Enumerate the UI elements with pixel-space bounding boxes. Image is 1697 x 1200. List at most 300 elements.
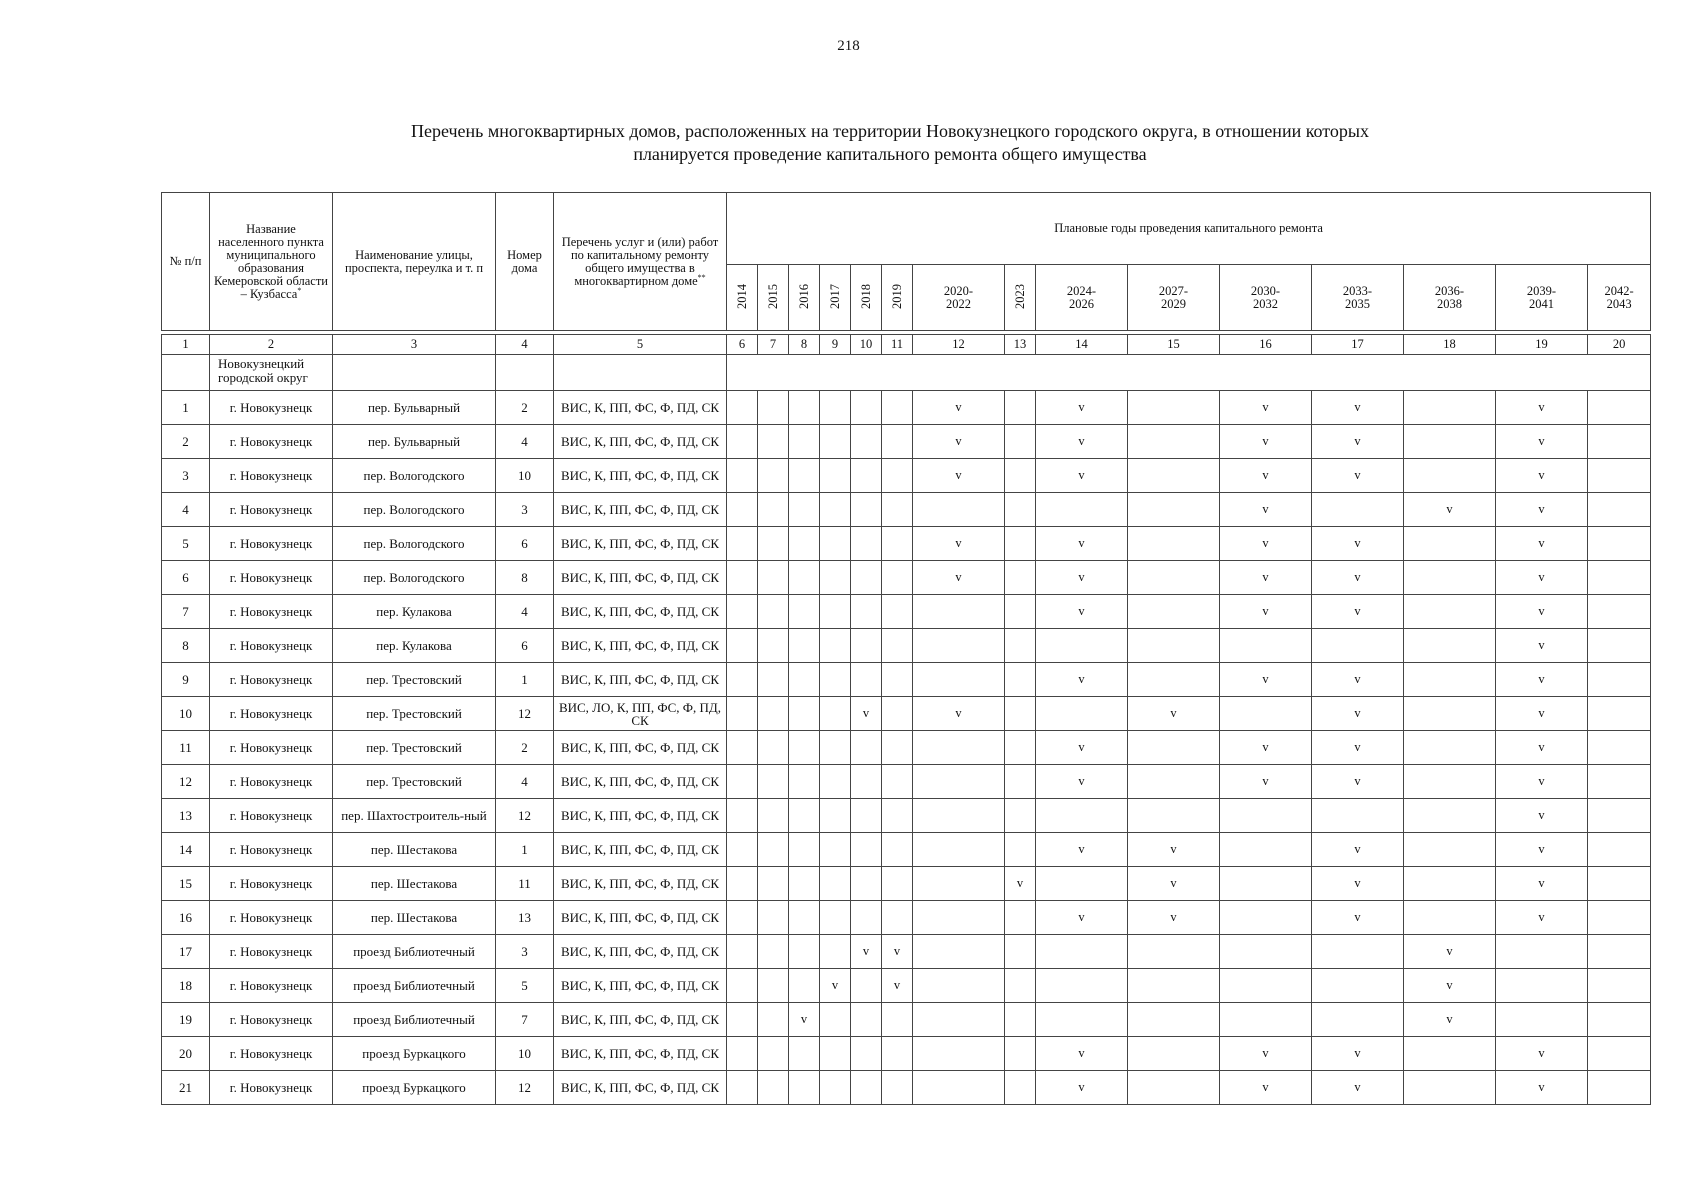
year-mark-cell [1005,969,1036,1003]
year-mark-cell [1128,527,1220,561]
year-mark-cell [1128,459,1220,493]
year-mark-cell [1588,697,1651,731]
year-mark-cell [1404,629,1496,663]
year-mark-cell [1128,425,1220,459]
year-mark-cell: v [1496,799,1588,833]
settlement-name: г. Новокузнецк [210,799,333,833]
year-mark-cell [727,629,758,663]
year-mark-cell [1496,935,1588,969]
year-mark-cell [1128,1071,1220,1105]
year-mark-cell: v [1036,833,1128,867]
year-mark-cell [1128,391,1220,425]
year-mark-cell [727,731,758,765]
column-number-cell: 19 [1496,335,1588,355]
year-mark-cell: v [1128,901,1220,935]
settlement-name: г. Новокузнецк [210,833,333,867]
year-mark-cell [1005,663,1036,697]
row-number: 19 [162,1003,210,1037]
year-mark-cell [913,867,1005,901]
works-list: ВИС, К, ПП, ФС, Ф, ПД, СК [554,493,727,527]
house-number: 13 [496,901,554,935]
column-number-cell: 9 [820,335,851,355]
header-year: 2019 [882,265,913,331]
page-number: 218 [837,38,860,54]
year-mark-cell [851,629,882,663]
street-name: проезд Библиотечный [333,935,496,969]
table-row [162,425,1651,459]
year-mark-cell [1588,1037,1651,1071]
year-mark-cell [882,663,913,697]
year-mark-cell [727,595,758,629]
year-mark-cell [1220,969,1312,1003]
header-year: 2039- 2041 [1496,265,1588,331]
year-mark-cell [1588,459,1651,493]
year-mark-cell [727,425,758,459]
settlement-name: г. Новокузнецк [210,1071,333,1105]
year-mark-cell [789,629,820,663]
house-number: 5 [496,969,554,1003]
year-mark-cell [1404,765,1496,799]
street-name: проезд Буркацкого [333,1071,496,1105]
year-mark-cell [1128,629,1220,663]
row-number: 6 [162,561,210,595]
year-mark-cell: v [1496,425,1588,459]
year-mark-cell: v [1220,425,1312,459]
year-mark-cell [882,391,913,425]
year-mark-cell [727,901,758,935]
settlement-name: г. Новокузнецк [210,969,333,1003]
year-mark-cell [1128,765,1220,799]
table-row [162,663,1651,697]
year-mark-cell [820,493,851,527]
year-mark-cell [1404,1037,1496,1071]
year-mark-cell [851,1003,882,1037]
year-mark-cell: v [1496,629,1588,663]
table-row [162,697,1651,731]
works-list: ВИС, К, ПП, ФС, Ф, ПД, СК [554,595,727,629]
year-mark-cell [913,731,1005,765]
year-mark-cell [727,765,758,799]
year-mark-cell [913,799,1005,833]
settlement-name: г. Новокузнецк [210,595,333,629]
year-mark-cell: v [1220,561,1312,595]
row-number: 13 [162,799,210,833]
year-mark-cell [727,1003,758,1037]
year-mark-cell [1588,1003,1651,1037]
year-mark-cell: v [1496,1071,1588,1105]
year-mark-cell: v [1312,663,1404,697]
year-mark-cell [1005,561,1036,595]
row-number: 14 [162,833,210,867]
street-name: пер. Трестовский [333,765,496,799]
year-mark-cell [1005,765,1036,799]
year-mark-cell: v [913,425,1005,459]
year-mark-cell [1588,493,1651,527]
row-number: 3 [162,459,210,493]
document-title-line-1: Перечень многоквартирных домов, расположенных на территории Новокузнецкого городского округа, в отношении которых [410,121,1370,141]
year-mark-cell [789,1071,820,1105]
year-mark-cell [789,425,820,459]
house-number: 4 [496,765,554,799]
row-number: 18 [162,969,210,1003]
year-mark-cell [1220,833,1312,867]
settlement-name: г. Новокузнецк [210,1037,333,1071]
year-mark-cell [851,969,882,1003]
column-number-cell: 13 [1005,335,1036,355]
document-title-line-2: планируется проведение капитального ремонта общего имущества [633,144,1147,164]
year-mark-cell [851,799,882,833]
column-number-cell: 1 [162,335,210,355]
year-mark-cell [727,493,758,527]
header-year: 2042- 2043 [1588,265,1651,331]
year-mark-cell [851,901,882,935]
works-list: ВИС, К, ПП, ФС, Ф, ПД, СК [554,425,727,459]
year-mark-cell [1404,459,1496,493]
works-list: ВИС, К, ПП, ФС, Ф, ПД, СК [554,391,727,425]
house-number: 12 [496,799,554,833]
year-mark-cell: v [1496,595,1588,629]
year-mark-cell [1128,935,1220,969]
works-list: ВИС, К, ПП, ФС, Ф, ПД, СК [554,901,727,935]
header-settlement-text: Название населенного пункта муниципального образования Кемеровской области – Кузбасса [213,221,329,301]
header-year: 2023 [1005,265,1036,331]
header-works-note: ** [697,272,706,282]
year-mark-cell [1404,1071,1496,1105]
column-number-cell: 5 [554,335,727,355]
header-street: Наименование улицы, проспекта, переулка и т. п [333,193,496,331]
year-mark-cell [913,493,1005,527]
year-mark-cell [1128,493,1220,527]
year-mark-cell: v [1036,731,1128,765]
row-number: 21 [162,1071,210,1105]
header-num: № п/п [162,193,210,331]
year-mark-cell: v [789,1003,820,1037]
year-mark-cell [1128,1037,1220,1071]
year-mark-cell [1128,1003,1220,1037]
year-mark-cell [758,425,789,459]
year-mark-cell [1588,561,1651,595]
header-year: 2017 [820,265,851,331]
year-mark-cell: v [1312,731,1404,765]
street-name: пер. Шестакова [333,833,496,867]
year-mark-cell: v [1220,527,1312,561]
year-mark-cell [1005,527,1036,561]
region-empty-cell [162,355,210,391]
year-mark-cell [758,595,789,629]
year-mark-cell: v [1312,561,1404,595]
year-mark-cell [851,833,882,867]
year-mark-cell [820,799,851,833]
year-mark-cell [882,731,913,765]
year-mark-cell [913,629,1005,663]
table-row [162,833,1651,867]
year-mark-cell [758,1003,789,1037]
year-mark-cell [1588,833,1651,867]
column-number-cell: 6 [727,335,758,355]
year-mark-cell: v [1036,561,1128,595]
year-mark-cell [1005,799,1036,833]
year-mark-cell [820,1037,851,1071]
year-mark-cell: v [1312,527,1404,561]
year-mark-cell: v [913,527,1005,561]
year-mark-cell: v [1312,833,1404,867]
year-mark-cell: v [820,969,851,1003]
year-mark-cell [1312,629,1404,663]
year-mark-cell: v [1496,391,1588,425]
year-mark-cell [727,391,758,425]
year-mark-cell: v [851,935,882,969]
year-mark-cell [882,527,913,561]
table-row [162,459,1651,493]
year-mark-cell: v [1128,697,1220,731]
house-number: 8 [496,561,554,595]
year-mark-cell [1588,527,1651,561]
row-number: 17 [162,935,210,969]
year-mark-cell: v [1496,731,1588,765]
year-mark-cell [1588,935,1651,969]
year-mark-cell [851,425,882,459]
works-list: ВИС, К, ПП, ФС, Ф, ПД, СК [554,969,727,1003]
header-settlement [210,193,333,331]
street-name: пер. Шахтостроитель-ный [333,799,496,833]
year-mark-cell [1312,935,1404,969]
year-mark-cell [1005,391,1036,425]
year-mark-cell [851,459,882,493]
year-mark-cell [789,561,820,595]
works-list: ВИС, К, ПП, ФС, Ф, ПД, СК [554,1037,727,1071]
year-mark-cell [1036,969,1128,1003]
column-number-cell: 8 [789,335,820,355]
year-mark-cell: v [1312,391,1404,425]
year-mark-cell [851,765,882,799]
table-row [162,799,1651,833]
year-mark-cell [789,901,820,935]
region-empty-cell [333,355,496,391]
street-name: пер. Трестовский [333,731,496,765]
settlement-name: г. Новокузнецк [210,663,333,697]
street-name: пер. Вологодского [333,493,496,527]
year-mark-cell [913,833,1005,867]
year-mark-cell [727,799,758,833]
year-mark-cell: v [1005,867,1036,901]
year-mark-cell: v [1036,1037,1128,1071]
table-row [162,493,1651,527]
year-mark-cell [851,1037,882,1071]
year-mark-cell [1220,935,1312,969]
year-mark-cell [1036,493,1128,527]
year-mark-cell [1404,425,1496,459]
year-mark-cell [820,459,851,493]
year-mark-cell: v [913,459,1005,493]
year-mark-cell [820,527,851,561]
year-mark-cell [758,1037,789,1071]
year-mark-cell [1005,697,1036,731]
year-mark-cell: v [1496,833,1588,867]
year-mark-cell: v [1496,527,1588,561]
year-mark-cell [1036,799,1128,833]
house-number: 2 [496,391,554,425]
year-mark-cell: v [1220,765,1312,799]
header-year: 2015 [758,265,789,331]
year-mark-cell [882,493,913,527]
street-name: пер. Бульварный [333,391,496,425]
year-mark-cell [1128,799,1220,833]
year-mark-cell [1005,493,1036,527]
year-mark-cell [789,391,820,425]
year-mark-cell [1128,969,1220,1003]
year-mark-cell [1588,595,1651,629]
year-mark-cell: v [1220,1037,1312,1071]
year-mark-cell [820,595,851,629]
year-mark-cell [1005,629,1036,663]
settlement-name: г. Новокузнецк [210,867,333,901]
table-row [162,629,1651,663]
works-list: ВИС, К, ПП, ФС, Ф, ПД, СК [554,765,727,799]
year-mark-cell [913,969,1005,1003]
year-mark-cell [1312,969,1404,1003]
table-row [162,765,1651,799]
year-mark-cell [1005,1003,1036,1037]
year-mark-cell: v [1036,901,1128,935]
year-mark-cell [1588,425,1651,459]
year-mark-cell [758,969,789,1003]
year-mark-cell: v [1128,867,1220,901]
street-name: пер. Шестакова [333,867,496,901]
column-number-cell: 18 [1404,335,1496,355]
year-mark-cell [758,901,789,935]
column-number-cell: 16 [1220,335,1312,355]
year-mark-cell: v [1036,1071,1128,1105]
street-name: пер. Кулакова [333,595,496,629]
year-mark-cell [882,595,913,629]
house-number: 10 [496,1037,554,1071]
column-number-cell: 14 [1036,335,1128,355]
header-year: 2036- 2038 [1404,265,1496,331]
year-mark-cell [1005,459,1036,493]
street-name: пер. Трестовский [333,663,496,697]
table-body [162,331,1651,1105]
year-mark-cell [913,935,1005,969]
year-mark-cell: v [1220,1071,1312,1105]
year-mark-cell [1404,697,1496,731]
year-mark-cell [820,663,851,697]
year-mark-cell [758,731,789,765]
year-mark-cell [1588,799,1651,833]
year-mark-cell [1005,425,1036,459]
year-mark-cell [1128,663,1220,697]
year-mark-cell: v [1496,663,1588,697]
year-mark-cell [789,969,820,1003]
region-empty-cell [554,355,727,391]
works-list: ВИС, К, ПП, ФС, Ф, ПД, СК [554,561,727,595]
house-number: 3 [496,493,554,527]
house-number: 1 [496,663,554,697]
settlement-name: г. Новокузнецк [210,527,333,561]
column-number-cell: 2 [210,335,333,355]
year-mark-cell [758,663,789,697]
header-year: 2014 [727,265,758,331]
column-number-cell: 20 [1588,335,1651,355]
year-mark-cell [758,629,789,663]
year-mark-cell: v [1220,391,1312,425]
header-settlement-note: * [297,285,302,295]
year-mark-cell [913,901,1005,935]
year-mark-cell [851,561,882,595]
year-mark-cell [820,765,851,799]
year-mark-cell [1220,1003,1312,1037]
year-mark-cell: v [1036,595,1128,629]
header-year: 2018 [851,265,882,331]
year-mark-cell [820,731,851,765]
year-mark-cell: v [1312,901,1404,935]
row-number: 20 [162,1037,210,1071]
year-mark-cell: v [1496,561,1588,595]
year-mark-cell [820,425,851,459]
year-mark-cell [1404,731,1496,765]
table-row [162,1003,1651,1037]
year-mark-cell [758,561,789,595]
year-mark-cell [851,391,882,425]
street-name: проезд Библиотечный [333,1003,496,1037]
header-house: Номер дома [496,193,554,331]
year-mark-cell [913,1003,1005,1037]
header-year: 2033- 2035 [1312,265,1404,331]
settlement-name: г. Новокузнецк [210,561,333,595]
year-mark-cell [727,527,758,561]
street-name: пер. Вологодского [333,527,496,561]
housing-registry-table [161,192,1651,1105]
year-mark-cell [913,1037,1005,1071]
year-mark-cell: v [1404,1003,1496,1037]
year-mark-cell [820,629,851,663]
house-number: 3 [496,935,554,969]
year-mark-cell: v [1312,595,1404,629]
year-mark-cell [727,663,758,697]
year-mark-cell [882,799,913,833]
header-planned-years: Плановые годы проведения капитального ремонта [727,193,1651,265]
column-number-cell: 10 [851,335,882,355]
year-mark-cell [913,1071,1005,1105]
works-list: ВИС, К, ПП, ФС, Ф, ПД, СК [554,1071,727,1105]
year-mark-cell [1404,561,1496,595]
row-number: 11 [162,731,210,765]
year-mark-cell [1588,629,1651,663]
row-number: 4 [162,493,210,527]
year-mark-cell [882,901,913,935]
street-name: пер. Кулакова [333,629,496,663]
year-mark-cell [820,935,851,969]
year-mark-cell: v [1220,459,1312,493]
year-mark-cell: v [1312,1071,1404,1105]
settlement-name: г. Новокузнецк [210,493,333,527]
year-mark-cell [1588,765,1651,799]
year-mark-cell [1005,935,1036,969]
house-number: 4 [496,595,554,629]
year-mark-cell [1220,901,1312,935]
table-row [162,1071,1651,1105]
settlement-name: г. Новокузнецк [210,459,333,493]
settlement-name: г. Новокузнецк [210,425,333,459]
year-mark-cell [727,1037,758,1071]
year-mark-cell [882,697,913,731]
settlement-name: г. Новокузнецк [210,935,333,969]
table-row [162,595,1651,629]
year-mark-cell [1588,391,1651,425]
year-mark-cell: v [1036,391,1128,425]
year-mark-cell [758,493,789,527]
table-row [162,867,1651,901]
column-number-cell: 3 [333,335,496,355]
